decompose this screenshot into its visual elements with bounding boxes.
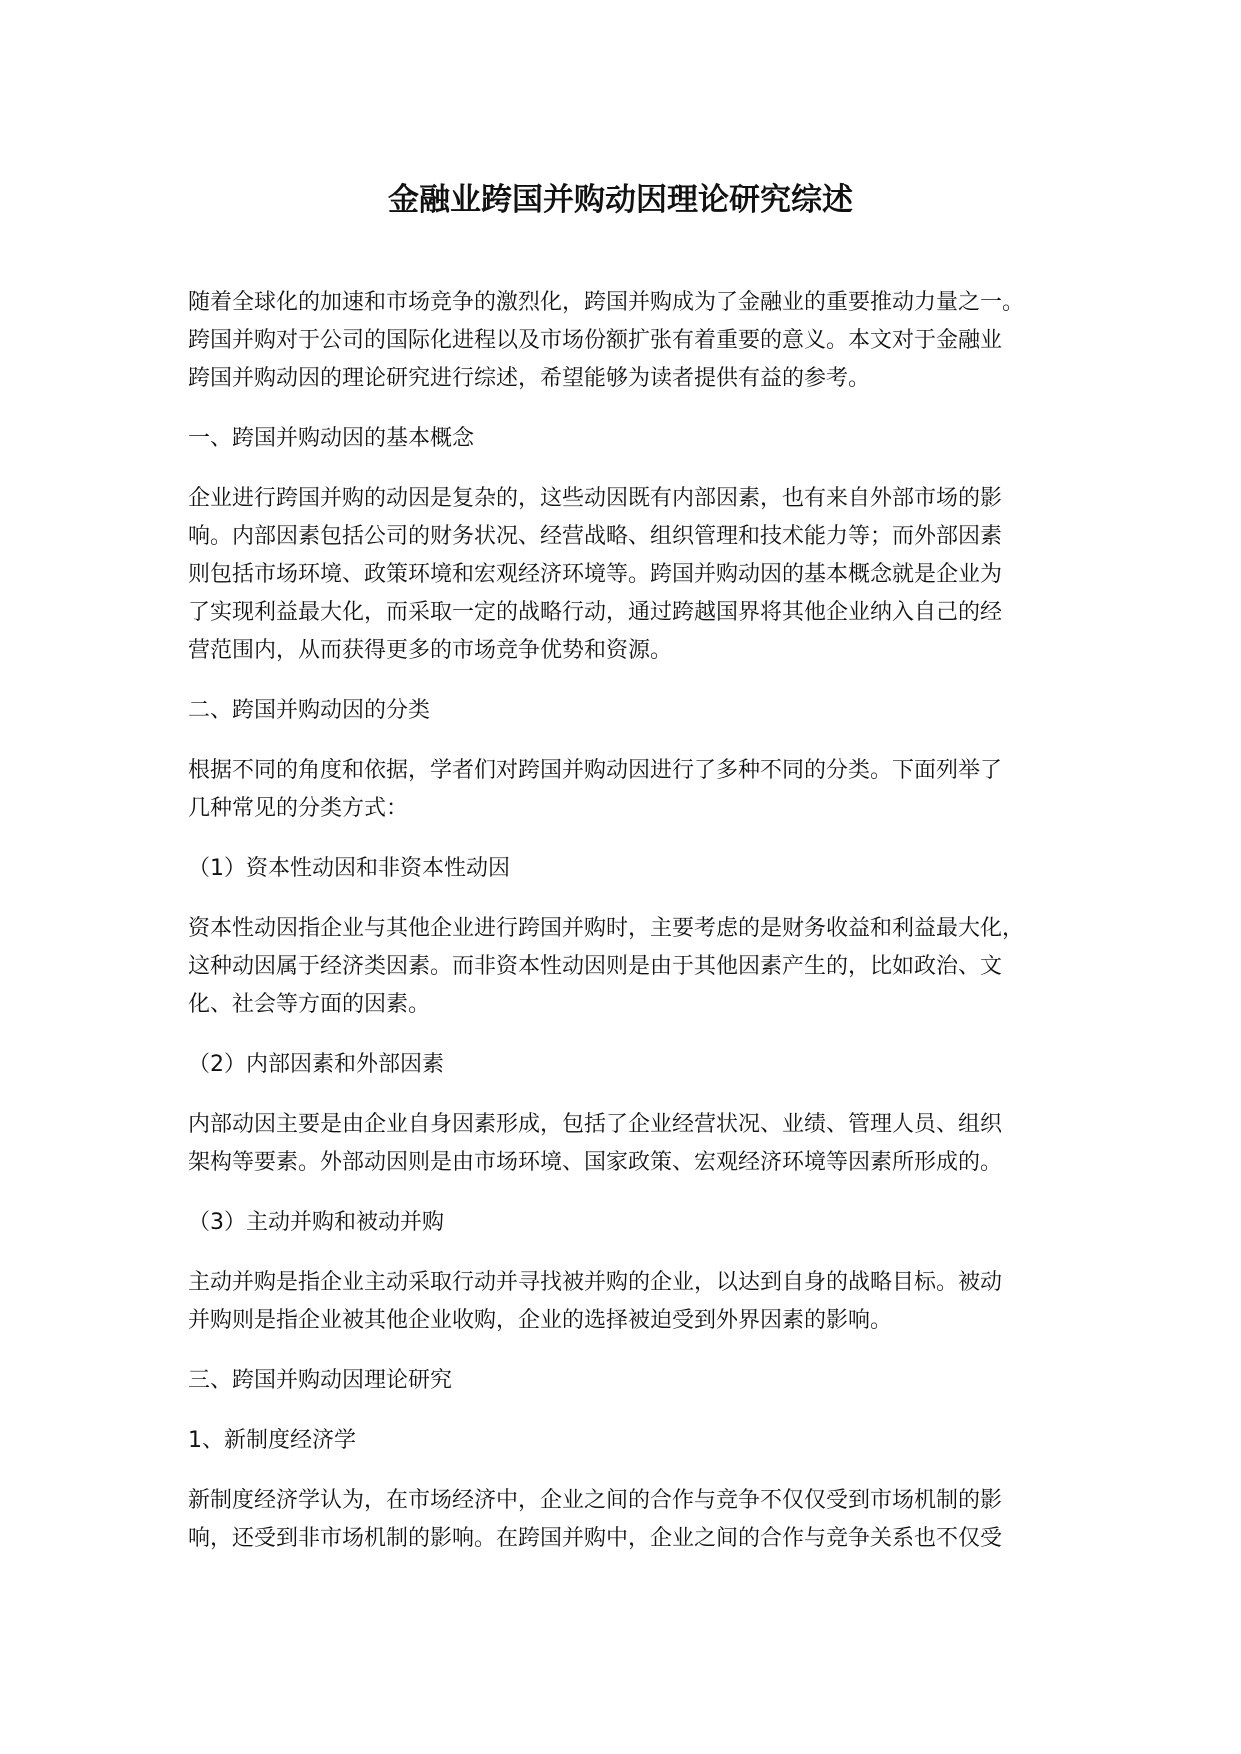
- section-heading-classification: 二、跨国并购动因的分类: [188, 698, 431, 723]
- paragraph-line: 化、社会等方面的因素。: [188, 992, 431, 1017]
- paragraph-line: 跨国并购动因的理论研究进行综述，希望能够为读者提供有益的参考。: [188, 366, 871, 391]
- paragraph-line: 主动并购是指企业主动采取行动并寻找被并购的企业，以达到自身的战略目标。被动: [188, 1270, 1003, 1295]
- sub1-paragraph: [188, 910, 1078, 1024]
- section1-paragraph: [188, 480, 1078, 670]
- paragraph-line: 则包括市场环境、政策环境和宏观经济环境等。跨国并购动因的基本概念就是企业为: [188, 562, 1003, 587]
- sub2-paragraph: [188, 1106, 1078, 1182]
- paragraph-line: 响，还受到非市场机制的影响。在跨国并购中，企业之间的合作与竞争关系也不仅受: [188, 1526, 1003, 1551]
- paragraph-line: 根据不同的角度和依据，学者们对跨国并购动因进行了多种不同的分类。下面列举了: [188, 758, 1003, 783]
- section2-paragraph: [188, 752, 1078, 828]
- paragraph-line: 架构等要素。外部动因则是由市场环境、国家政策、宏观经济环境等因素所形成的。: [188, 1150, 1003, 1175]
- paragraph-line: 营范围内，从而获得更多的市场竞争优势和资源。: [188, 638, 673, 663]
- paragraph-line: 几种常见的分类方式：: [188, 796, 409, 821]
- paragraph-line: 并购则是指企业被其他企业收购，企业的选择被迫受到外界因素的影响。: [188, 1308, 893, 1333]
- sub3-paragraph: [188, 1264, 1078, 1340]
- paragraph-line: 随着全球化的加速和市场竞争的激烈化，跨国并购成为了金融业的重要推动力量之一。: [188, 290, 1025, 315]
- subheading-active-passive: （3）主动并购和被动并购: [188, 1210, 444, 1235]
- subheading-internal-external: （2）内部因素和外部因素: [188, 1052, 444, 1077]
- section-heading-basic-concept: 一、跨国并购动因的基本概念: [188, 426, 475, 451]
- subheading-new-institutional-economics: 1、新制度经济学: [188, 1428, 356, 1453]
- document-title: 金融业跨国并购动因理论研究综述: [388, 182, 853, 218]
- paragraph-line: 跨国并购对于公司的国际化进程以及市场份额扩张有着重要的意义。本文对于金融业: [188, 328, 1003, 353]
- paragraph-line: 企业进行跨国并购的动因是复杂的，这些动因既有内部因素，也有来自外部市场的影: [188, 486, 1003, 511]
- paragraph-line: 响。内部因素包括公司的财务状况、经营战略、组织管理和技术能力等；而外部因素: [188, 524, 1003, 549]
- subheading-capital-motive: （1）资本性动因和非资本性动因: [188, 856, 510, 881]
- intro-paragraph: [188, 284, 1078, 398]
- sub4-paragraph: [188, 1482, 1078, 1558]
- section-heading-theory: 三、跨国并购动因理论研究: [188, 1368, 453, 1393]
- paragraph-line: 内部动因主要是由企业自身因素形成，包括了企业经营状况、业绩、管理人员、组织: [188, 1112, 1003, 1137]
- paragraph-line: 新制度经济学认为，在市场经济中，企业之间的合作与竞争不仅仅受到市场机制的影: [188, 1488, 1003, 1513]
- paragraph-line: 这种动因属于经济类因素。而非资本性动因则是由于其他因素产生的，比如政治、文: [188, 954, 1003, 979]
- paragraph-line: 了实现利益最大化，而采取一定的战略行动，通过跨越国界将其他企业纳入自己的经: [188, 600, 1003, 625]
- paragraph-line: 资本性动因指企业与其他企业进行跨国并购时，主要考虑的是财务收益和利益最大化，: [188, 916, 1025, 941]
- document-body: [188, 284, 1078, 1580]
